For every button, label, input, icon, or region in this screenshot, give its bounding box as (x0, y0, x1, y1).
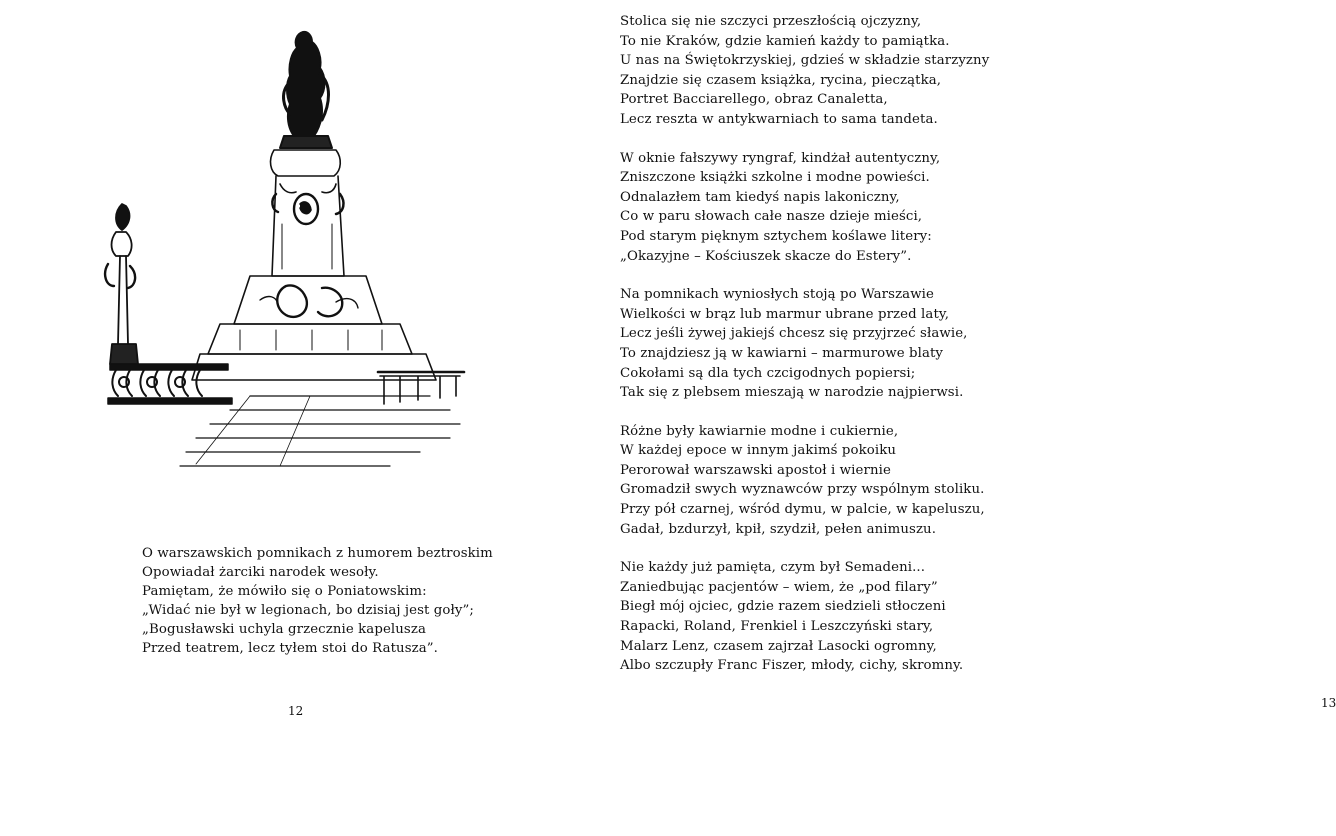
verse-line: Albo szczupły Franc Fiszer, młody, cichy, skromny. (620, 658, 964, 674)
page-number: 13 (1321, 696, 1336, 710)
balustrade (108, 364, 232, 404)
verse-line: Przed teatrem, lecz tyłem stoi do Ratusza”. (142, 640, 438, 656)
verse-line: Lecz jeśli żywej jakiejś chcesz się przyjrzeć sławie, (620, 326, 968, 342)
stanza (620, 149, 990, 267)
verse-line: Przy pół czarnej, wśród dymu, w palcie, w kapeluszu, (620, 502, 985, 518)
verse-line: Stolica się nie szczyci przeszłością ojczyzny, (620, 14, 922, 29)
verse-line: Malarz Lenz, czasem zajrzał Lasocki ogromny, (620, 638, 937, 654)
statue-figure (280, 32, 332, 148)
verse-line: To nie Kraków, gdzie kamień każdy to pamiątka. (620, 33, 950, 49)
verse-line: Rapacki, Roland, Frenkiel i Leszczyński stary, (620, 619, 934, 635)
right-railing (378, 372, 464, 404)
verse-line: O warszawskich pomnikach z humorem beztroskim (142, 546, 493, 561)
verse-line: Cokołami są dla tych czcigodnych popiersi; (620, 365, 916, 381)
verse-line: W każdej epoce w innym jakimś pokoiku (620, 443, 897, 459)
verse-line: Portret Bacciarellego, obraz Canaletta, (620, 92, 888, 108)
verse-line: „Widać nie był w legionach, bo dzisiaj jest goły”; (142, 602, 475, 618)
verse-line: Gromadził swych wyznawców przy wspólnym stoliku. (620, 482, 985, 498)
stanza (620, 12, 990, 130)
verse-line: Pamiętam, że mówiło się o Poniatowskim: (142, 583, 427, 599)
lamp-post (105, 204, 138, 364)
verse-line: Zniszczone książki szkolne i modne powieści. (620, 170, 930, 186)
verse-line: Biegł mój ojciec, gdzie razem siedzieli stłoczeni (620, 599, 946, 615)
verse-line: Zaniedbując pacjentów – wiem, że „pod filary” (620, 579, 938, 595)
verse-line: Tak się z plebsem mieszają w narodzie najpierwsi. (620, 385, 964, 401)
steps (180, 396, 460, 466)
left-stanza (142, 545, 493, 658)
verse-line: Gadał, bzdurzył, kpił, szydził, pełen animuszu. (620, 521, 937, 537)
verse-line: Perorował warszawski apostoł i wiernie (620, 462, 891, 478)
verse-line: Pod starym pięknym sztychem koślawe litery: (620, 228, 932, 244)
verse-line: „Okazyjne – Kościuszek skacze do Estery”. (620, 248, 912, 264)
page-number: 12 (288, 704, 304, 718)
verse-line: Opowiadał żarciki narodek wesoły. (142, 564, 379, 580)
monument-illustration (100, 24, 470, 474)
verse-line: Odnalazłem tam kiedyś napis lakoniczny, (620, 189, 900, 205)
verse-line: „Bogusławski uchyla grzecznie kapelusza (142, 621, 426, 637)
stanza (620, 285, 990, 403)
right-page (534, 0, 1336, 836)
stanza (620, 422, 990, 540)
verse-line: To znajdziesz ją w kawiarni – marmurowe blaty (620, 345, 944, 361)
verse-line: Różne były kawiarnie modne i cukiernie, (620, 423, 899, 439)
verse-line: Co w paru słowach całe nasze dzieje mieści, (620, 209, 923, 225)
verse-line: Na pomnikach wyniosłych stoją po Warszawie (620, 287, 935, 303)
verse-line: Wielkości w brąz lub marmur ubrane przed laty, (620, 306, 950, 322)
verse-line: Znajdzie się czasem książka, rycina, pieczątka, (620, 72, 942, 88)
left-page (0, 0, 534, 836)
verse-line: U nas na Świętokrzyskiej, gdzieś w składzie starzyzny (620, 53, 990, 69)
verse-line: Nie każdy już pamięta, czym był Semadeni... (620, 560, 926, 576)
stanza (620, 558, 990, 676)
verse-line: Lecz reszta w antykwarniach to sama tandeta. (620, 111, 938, 127)
poem-column (620, 12, 990, 695)
pedestal (271, 150, 344, 276)
verse-line: W oknie fałszywy ryngraf, kindżał autentyczny, (620, 150, 941, 166)
